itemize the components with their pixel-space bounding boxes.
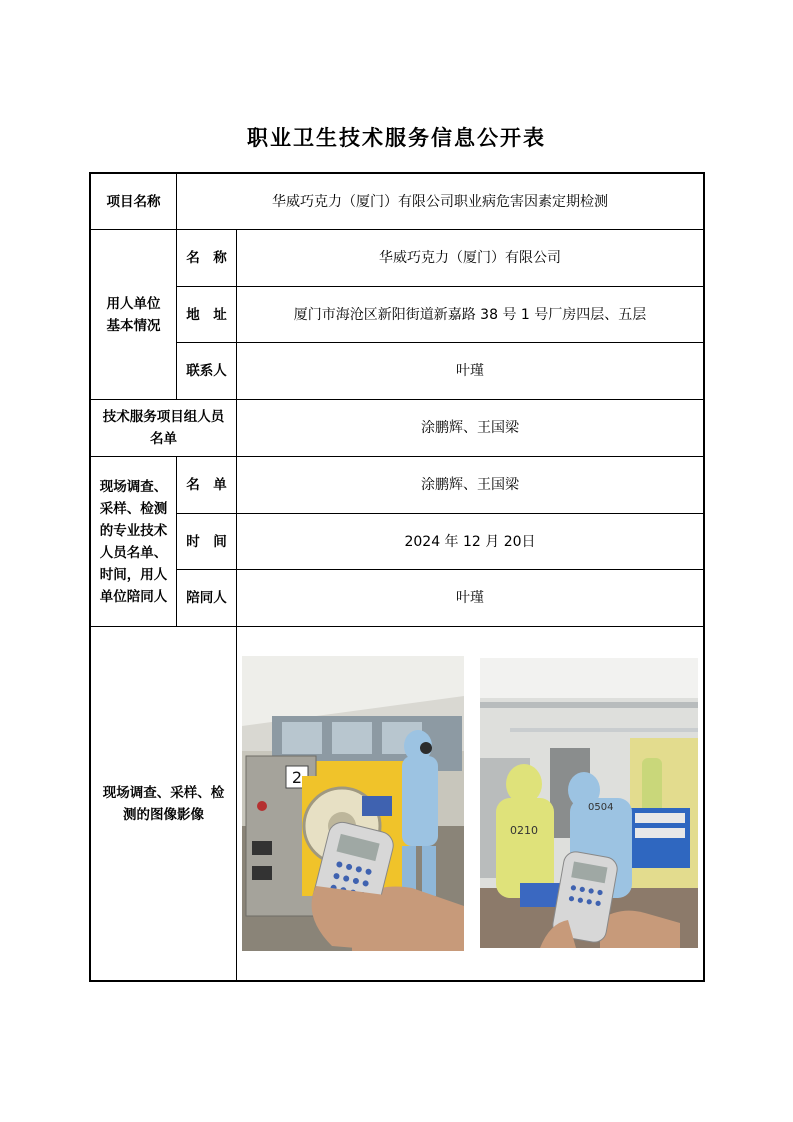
site-list-value: 涂鹏辉、王国梁	[237, 457, 703, 514]
employer-contact-label: 联系人	[177, 343, 237, 400]
worker-tag-2: 0504	[588, 802, 614, 813]
site-escort-label: 陪同人	[177, 570, 237, 627]
site-escort-value: 叶瑾	[237, 570, 703, 627]
site-list-label: 名 单	[177, 457, 237, 514]
site-photo-2-image	[480, 658, 698, 948]
site-photo-1-image	[242, 656, 464, 951]
project-name-value: 华威巧克力（厦门）有限公司职业病危害因素定期检测	[177, 174, 703, 230]
worker-tag-1: 0210	[510, 824, 538, 837]
employer-section-label: 用人单位 基本情况	[91, 230, 177, 400]
employer-address-value: 厦门市海沧区新阳街道新嘉路 38 号 1 号厂房四层、五层	[237, 287, 703, 343]
site-section-label: 现场调查、 采样、检测 的专业技术 人员名单、 时间，用人 单位陪同人	[91, 457, 177, 627]
site-photo-2	[480, 658, 698, 948]
images-label: 现场调查、采样、检 测的图像影像	[91, 627, 237, 980]
employer-address-label: 地 址	[177, 287, 237, 343]
team-value: 涂鹏辉、王国梁	[237, 400, 703, 457]
page-title: 职业卫生技术服务信息公开表	[247, 125, 546, 150]
machine-number: 2	[291, 768, 303, 787]
site-time-value: 2024 年 12 月 20日	[237, 514, 703, 570]
employer-contact-value: 叶瑾	[237, 343, 703, 400]
employer-name-value: 华威巧克力（厦门）有限公司	[237, 230, 703, 287]
team-label: 技术服务项目组人员 名单	[91, 400, 237, 457]
employer-name-label: 名 称	[177, 230, 237, 287]
site-time-label: 时 间	[177, 514, 237, 570]
site-photo-1	[242, 656, 464, 951]
project-name-label: 项目名称	[91, 174, 177, 230]
